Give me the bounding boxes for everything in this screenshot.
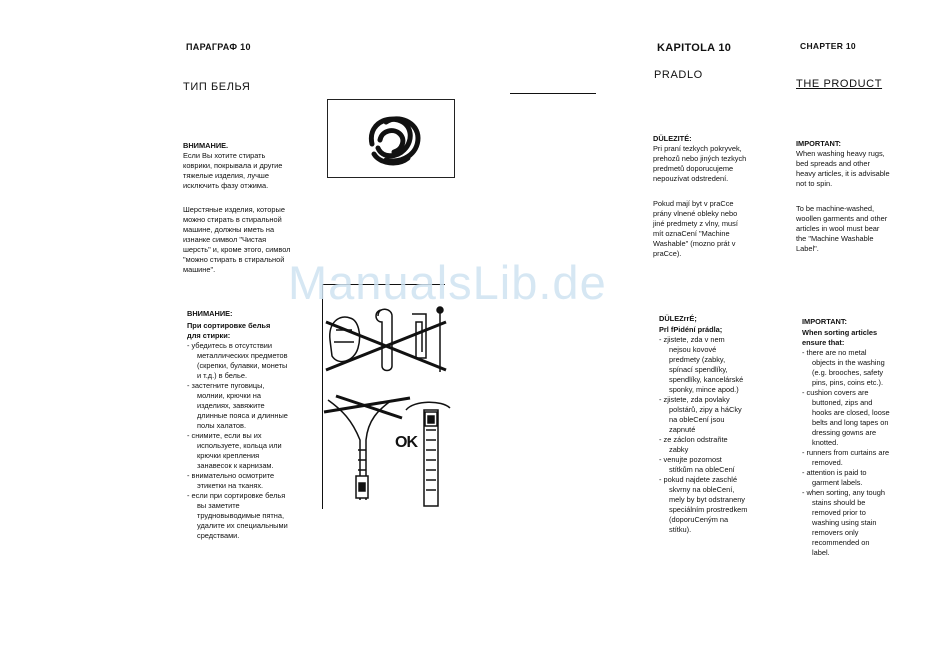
cz-warning-2-line: polstárů, zipy a háCky: [669, 405, 742, 414]
en-warning-2-line: knotted.: [812, 438, 839, 447]
cz-wool-line: prány vlnené obleky nebo: [653, 209, 738, 218]
cz-wool-line: jiné predmety z vlny, musí: [653, 219, 738, 228]
en-warning-2-subtitle: ensure that:: [802, 338, 845, 347]
cz-warning-2-line: zapnuté: [669, 425, 696, 434]
cz-warning-2-line: mely by byt odstraneny: [669, 495, 745, 504]
en-heading: CHAPTER 10: [800, 41, 856, 51]
ru-heading: ПАРАГРАФ 10: [186, 42, 251, 52]
ru-wool-line: шерсть" и, кроме этого, символ: [183, 245, 291, 254]
en-warning-1-line: When washing heavy rugs,: [796, 149, 885, 158]
en-warning-2-line: label.: [812, 548, 830, 557]
ru-warning-2-line: - застегните пуговицы,: [187, 381, 265, 390]
ru-wool-line: Шерстяные изделия, которые: [183, 205, 285, 214]
ru-warning-2-line: - снимите, если вы их: [187, 431, 262, 440]
cz-warning-2-line: predmety (zabky,: [669, 355, 726, 364]
en-wool-paragraph: [796, 204, 926, 254]
cz-warning-2-line: spendlíky, kancelárské: [669, 375, 744, 384]
open-zipper-icon: [328, 400, 392, 500]
cz-wool-line: praCce).: [653, 249, 682, 258]
en-warning-2-line: (e.g. brooches, safety: [812, 368, 884, 377]
ru-warning-2-line: изделиях, завяжите: [197, 401, 265, 410]
figure-top-rule: [322, 284, 445, 285]
cz-warning-2-line: - ze záclon odstrañte: [659, 435, 728, 444]
en-warning-2-line: stains should be: [812, 498, 866, 507]
cz-warning-1: [653, 134, 783, 184]
divider-rule: [510, 93, 596, 94]
ru-warning-2-line: крючки крепления: [197, 451, 260, 460]
en-warning-2-line: removed.: [812, 458, 843, 467]
ru-warning-1-title: ВНИМАНИЕ.: [183, 141, 229, 150]
en-subheading: THE PRODUCT: [796, 78, 883, 90]
en-warning-2-subtitle: When sorting articles: [802, 328, 878, 337]
ru-warning-2-line: этикетки на тканях.: [197, 481, 264, 490]
ru-warning-2-line: трудновыводимые пятна,: [197, 511, 285, 520]
safety-pin-icon: [376, 309, 392, 370]
en-warning-2-line: belts and long tapes on: [812, 418, 889, 427]
ru-wool-line: машине".: [183, 265, 216, 274]
cz-heading: KAPITOLA 10: [657, 42, 732, 54]
ru-wool-line: машине, должны иметь на: [183, 225, 275, 234]
en-warning-2-line: dressing gowns are: [812, 428, 877, 437]
cz-warning-1-line: prehozů nebo jiných tezkych: [653, 154, 747, 163]
ru-warning-1-line: исключить фазу отжима.: [183, 181, 269, 190]
ru-warning-1: [183, 141, 318, 191]
ru-warning-2-line: занавесок к карнизам.: [197, 461, 274, 470]
en-warning-2-line: - there are no metal: [802, 348, 867, 357]
en-wool-line: the "Machine Washable: [796, 234, 874, 243]
ru-warning-1-line: Если Вы хотите стирать: [183, 151, 266, 160]
ru-warning-2-title: ВНИМАНИЕ:: [187, 309, 233, 318]
ru-warning-2: [187, 309, 317, 541]
sorting-illustration: [322, 300, 452, 510]
cz-warning-2-line: - pokud najdete zaschlé: [659, 475, 738, 484]
cross-out-icon: [326, 322, 446, 370]
ru-warning-2-line: (скрепки, булавки, монеты: [197, 361, 288, 370]
cz-warning-2: [659, 314, 789, 535]
cz-warning-1-title: DÜLEZITÉ:: [653, 134, 692, 143]
en-wool-line: Label".: [796, 244, 819, 253]
cz-warning-2-line: - venujte pozornost: [659, 455, 722, 464]
en-warning-2-line: washing using stain: [812, 518, 877, 527]
cz-warning-2-subtitle: Prl fPidéní prádla;: [659, 325, 723, 334]
cz-warning-2-line: stítku).: [669, 525, 692, 534]
en-warning-2-line: garment labels.: [812, 478, 863, 487]
cz-warning-2-line: nejsou kovové: [669, 345, 717, 354]
en-wool-line: woollen garments and other: [796, 214, 888, 223]
en-wool-line: To be machine-washed,: [796, 204, 875, 213]
cz-subheading: PRADLO: [654, 69, 703, 81]
cz-warning-1-line: Pri praní tezkych pokryvek,: [653, 144, 742, 153]
en-warning-2-line: objects in the washing: [812, 358, 885, 367]
watermark: ManualsLib.de: [288, 256, 607, 309]
ru-wool-line: можно стирать в стиральной: [183, 215, 282, 224]
cz-wool-paragraph: [653, 199, 783, 259]
en-warning-2: [802, 317, 932, 558]
en-warning-2-line: buttoned, zips and: [812, 398, 873, 407]
ru-warning-2-line: металлических предметов: [197, 351, 288, 360]
en-wool-line: articles in wool must bear: [796, 224, 880, 233]
ru-warning-2-line: - если при сортировке белья: [187, 491, 286, 500]
ru-warning-1-line: коврики, покрывала и другие: [183, 161, 283, 170]
cz-warning-1-line: predmetů doporucujeme: [653, 164, 734, 173]
cz-warning-2-line: stítkům na obleCení: [669, 465, 735, 474]
cz-wool-line: Pokud mají byt v praCce: [653, 199, 734, 208]
en-warning-2-line: recommended on: [812, 538, 870, 547]
ru-warning-2-line: используете, кольца или: [197, 441, 282, 450]
cz-warning-2-line: sponky, mince apod.): [669, 385, 739, 394]
ru-warning-2-line: вы заметите: [197, 501, 240, 510]
en-warning-1-line: bed spreads and other: [796, 159, 870, 168]
ru-warning-2-line: - внимательно осмотрите: [187, 471, 275, 480]
en-warning-1-line: heavy articles, it is advisable: [796, 169, 890, 178]
en-warning-2-line: - when sorting, any tough: [802, 488, 885, 497]
en-warning-2-title: IMPORTANT:: [802, 317, 848, 326]
woolmark-icon: [328, 100, 454, 177]
en-warning-2-line: hooks are closed, loose: [812, 408, 890, 417]
ru-wool-paragraph: [183, 205, 318, 275]
en-warning-2-line: - attention is paid to: [802, 468, 867, 477]
cz-warning-2-line: na obleCení jsou: [669, 415, 725, 424]
ru-warning-2-line: средствами.: [197, 531, 240, 540]
cz-warning-2-line: - zjistete, zda povlaky: [659, 395, 730, 404]
en-warning-1-title: IMPORTANT:: [796, 139, 842, 148]
cz-warning-2-line: - zjistete, zda v nem: [659, 335, 725, 344]
en-warning-2-line: - cushion covers are: [802, 388, 869, 397]
ru-subheading: ТИП БЕЛЬЯ: [183, 81, 251, 93]
en-warning-2-line: removed prior to: [812, 508, 866, 517]
cz-warning-2-line: spínací spendlíky,: [669, 365, 728, 374]
cz-warning-2-line: skvrny na obleCení,: [669, 485, 735, 494]
ru-warning-2-line: полы халатов.: [197, 421, 247, 430]
ru-warning-2-subtitle: При сортировке белья: [187, 321, 271, 330]
closed-zipper-icon: [424, 410, 438, 506]
ru-warning-2-line: молнии, крючки на: [197, 391, 261, 400]
en-warning-1-line: not to spin.: [796, 179, 833, 188]
brooch-icon: [330, 317, 360, 362]
forbidden-items-illustration: [322, 300, 452, 510]
cz-warning-2-line: zabky: [669, 445, 689, 454]
cz-wool-line: mít oznaCení "Machine: [653, 229, 730, 238]
ru-warning-2-line: - убедитесь в отсутствии: [187, 341, 273, 350]
ru-warning-2-line: и т.д.) в белье.: [197, 371, 248, 380]
cz-wool-line: Washable" (mozno prát v: [653, 239, 736, 248]
en-warning-1: [796, 139, 926, 189]
cz-warning-2-title: DÜLEZrrÉ;: [659, 314, 697, 323]
cz-warning-2-line: speciálním prostredkem: [669, 505, 748, 514]
ru-wool-line: изнанке символ "Чистая: [183, 235, 267, 244]
en-warning-2-line: - runners from curtains are: [802, 448, 890, 457]
en-warning-2-line: pins, pins, coins etc.).: [812, 378, 884, 387]
cz-warning-2-line: (doporuCeným na: [669, 515, 729, 524]
ru-warning-2-subtitle: для стирки:: [187, 331, 231, 340]
ru-warning-1-line: тяжелые изделия, лучше: [183, 171, 269, 180]
ok-label: OK: [395, 434, 417, 451]
ru-warning-2-line: удалите их специальными: [197, 521, 288, 530]
en-warning-2-line: removers only: [812, 528, 859, 537]
ru-wool-line: "можно стирать в стиральной: [183, 255, 285, 264]
wool-symbol-box: [327, 99, 455, 178]
cz-warning-1-line: nepouzívat odstredení.: [653, 174, 729, 183]
ru-warning-2-line: длинные пояса и длинные: [197, 411, 288, 420]
